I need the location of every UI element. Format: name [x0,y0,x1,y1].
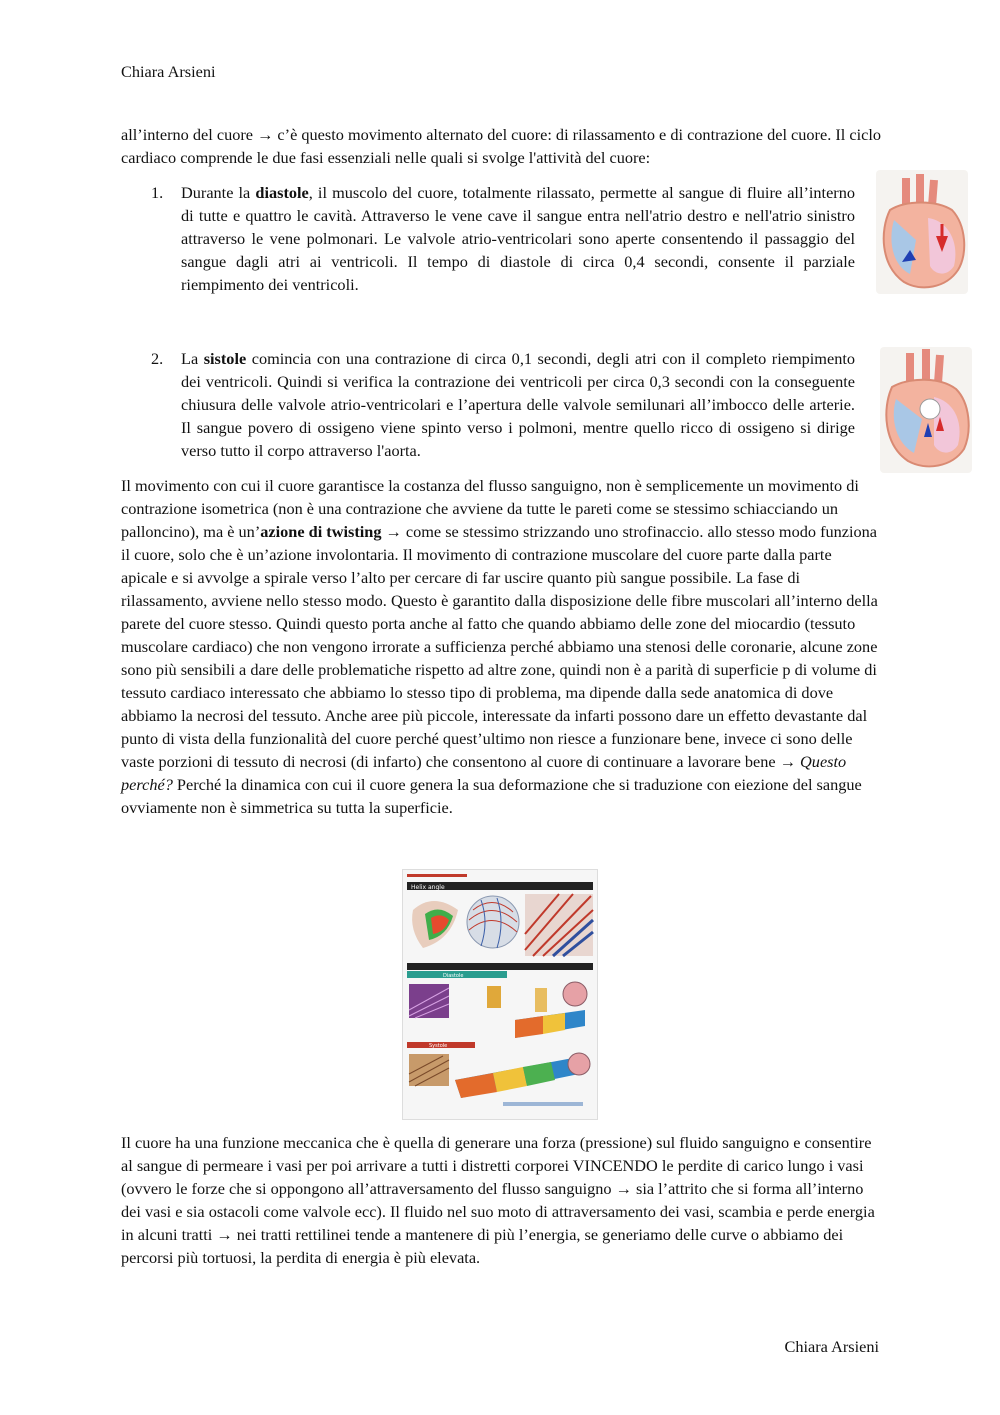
arrow-icon: → [779,752,796,771]
term-sistole: sistole [203,349,247,368]
intro-text-b: c’è questo movimento alternato del cuore: di rilassamento e di contrazione del cuore. Il ciclo cardiaco comprende le due fasi essenziali nelle quali si svolge l'attività del cuore: [121,125,881,167]
paragraph-text: sia l’attrito che si forma all’interno dei vasi e sia ostacoli come valvole ecc). Il fluido nel suo moto di attraversamento dei vasi, scambia e perde energia in alcuni tratti [121,1179,875,1244]
figure-graphic [403,870,597,1119]
list-item-sistole [181,347,855,462]
page-header-author: Chiara Arsieni [121,62,216,81]
heart-diastole-illustration [876,170,968,294]
figure-heading-systole: Systole [429,1043,448,1049]
list-number-1: 1. [151,183,164,202]
list-item-text: , il muscolo del cuore, totalmente rilassato, permette al sangue di fluire all’interno di tutte e quattro le cavità. Attraverso le vene cave il sangue entra nell'atrio destro e nell'atrio sinistro attraverso le vene polmonari. Le valvole atrio-ventricolari sono aperte consentendo il passaggio del sangue dagli atri ai ventricoli. Il tempo di diastole di circa 0,4 secondi, consente il parziale riempimento dei ventricoli. [181,183,856,294]
twisting-paragraph [121,474,881,819]
paragraph-text: Il movimento con cui il cuore garantisce la costanza del flusso sanguigno, non è semplicemente un movimento di contrazione isometrica (non è una contrazione che avviene da tutte le pareti come se stessimo schiacciando un palloncino), ma è un’ [121,476,859,541]
list-item-text: comincia con una contrazione di circa 0,1 secondi, degli atri con il completo riempimento dei ventricoli. Quindi si verifica la contrazione dei ventricoli per circa 0,3 secondi con la conseguente chiusura delle valvole atrio-ventricolari e l’apertura delle valvole semilunari all’imbocco delle arterie. Il sangue povero di ossigeno viene spinto verso i polmoni, mentre quello ricco di ossigeno si dirige verso tutto il corpo attraverso l'aorta. [181,349,855,460]
intro-paragraph [121,123,881,169]
arrow-icon: → [257,125,274,144]
myocardial-fiber-figure [402,869,598,1120]
list-item-text: Durante la [181,183,256,202]
list-number-2: 2. [151,349,164,368]
paragraph-text: Perché la dinamica con cui il cuore genera la sua deformazione che si traduzione con eiezione del sangue ovviamente non è simmetrica su tutta la superficie. [121,775,862,817]
arrow-icon: → [381,522,406,541]
arrow-icon: → [615,1179,632,1198]
term-diastole: diastole [255,183,309,202]
heart-systole-illustration [880,347,972,473]
list-item-text: La [181,349,204,368]
page-footer-author: Chiara Arsieni [784,1337,879,1356]
term-twisting: azione di twisting [260,522,382,541]
figure-heading-diastole: Diastole [443,973,464,979]
mechanical-function-paragraph [121,1131,881,1269]
paragraph-text: come se stessimo strizzando uno strofinaccio. allo stesso modo funziona il cuore, solo che è un’azione involontaria. Il movimento di contrazione muscolare del cuore parte dalla parte apicale e si avvolge a spirale verso l’alto per cercare di far uscire quanto più sangue possibile. La fase di rilassamento, avviene nello stesso modo. Questo è garantito dalla disposizione delle fibre muscolari all’interno della parete del cuore stesso. Quindi questo porta anche al fatto che quando abbiamo delle zone del miocardio (tessuto muscolare cardiaco) che non vengono irrorate a sufficienza perché abbiamo una stenosi delle coronarie, alcune zone sono più sensibili a dare delle problematiche rispetto ad altre zone, quindi non è a parità di superficie p di volume di tessuto cardiaco interessato che abbiamo lo stesso tipo di problema, ma dipende dalla sede anatomica di dove abbiamo la necrosi del tessuto. Anche aree più piccole, interessate da infarti possono dare un effetto devastante dal punto di vista della funzionalità del cuore perché quest’ultimo non riesce a funzionare bene, invece ci sono delle vaste porzioni di tessuto di necrosi (di infarto) che consentono al cuore di continuare a lavorare bene [121,522,878,771]
question-italic: Questo perché? [121,752,847,794]
arrow-icon: → [216,1225,233,1244]
intro-text-a: all’interno del cuore [121,125,258,144]
paragraph-text: nei tratti rettilinei tende a mantenere di più l’energia, se generiamo delle curve o abbiamo dei percorsi più tortuosi, la perdita di energia è più elevata. [121,1225,844,1267]
figure-heading-helix: Helix angle [411,884,445,891]
list-item-diastole [181,181,855,296]
paragraph-text: Il cuore ha una funzione meccanica che è quella di generare una forza (pressione) sul fluido sanguigno e consentire al sangue di permeare i vasi per poi arrivare a tutti i distretti corporei VINCENDO le perdite di carico lungo i vasi (ovvero le forze che si oppongono all’attraversamento del flusso sanguigno [121,1133,872,1198]
